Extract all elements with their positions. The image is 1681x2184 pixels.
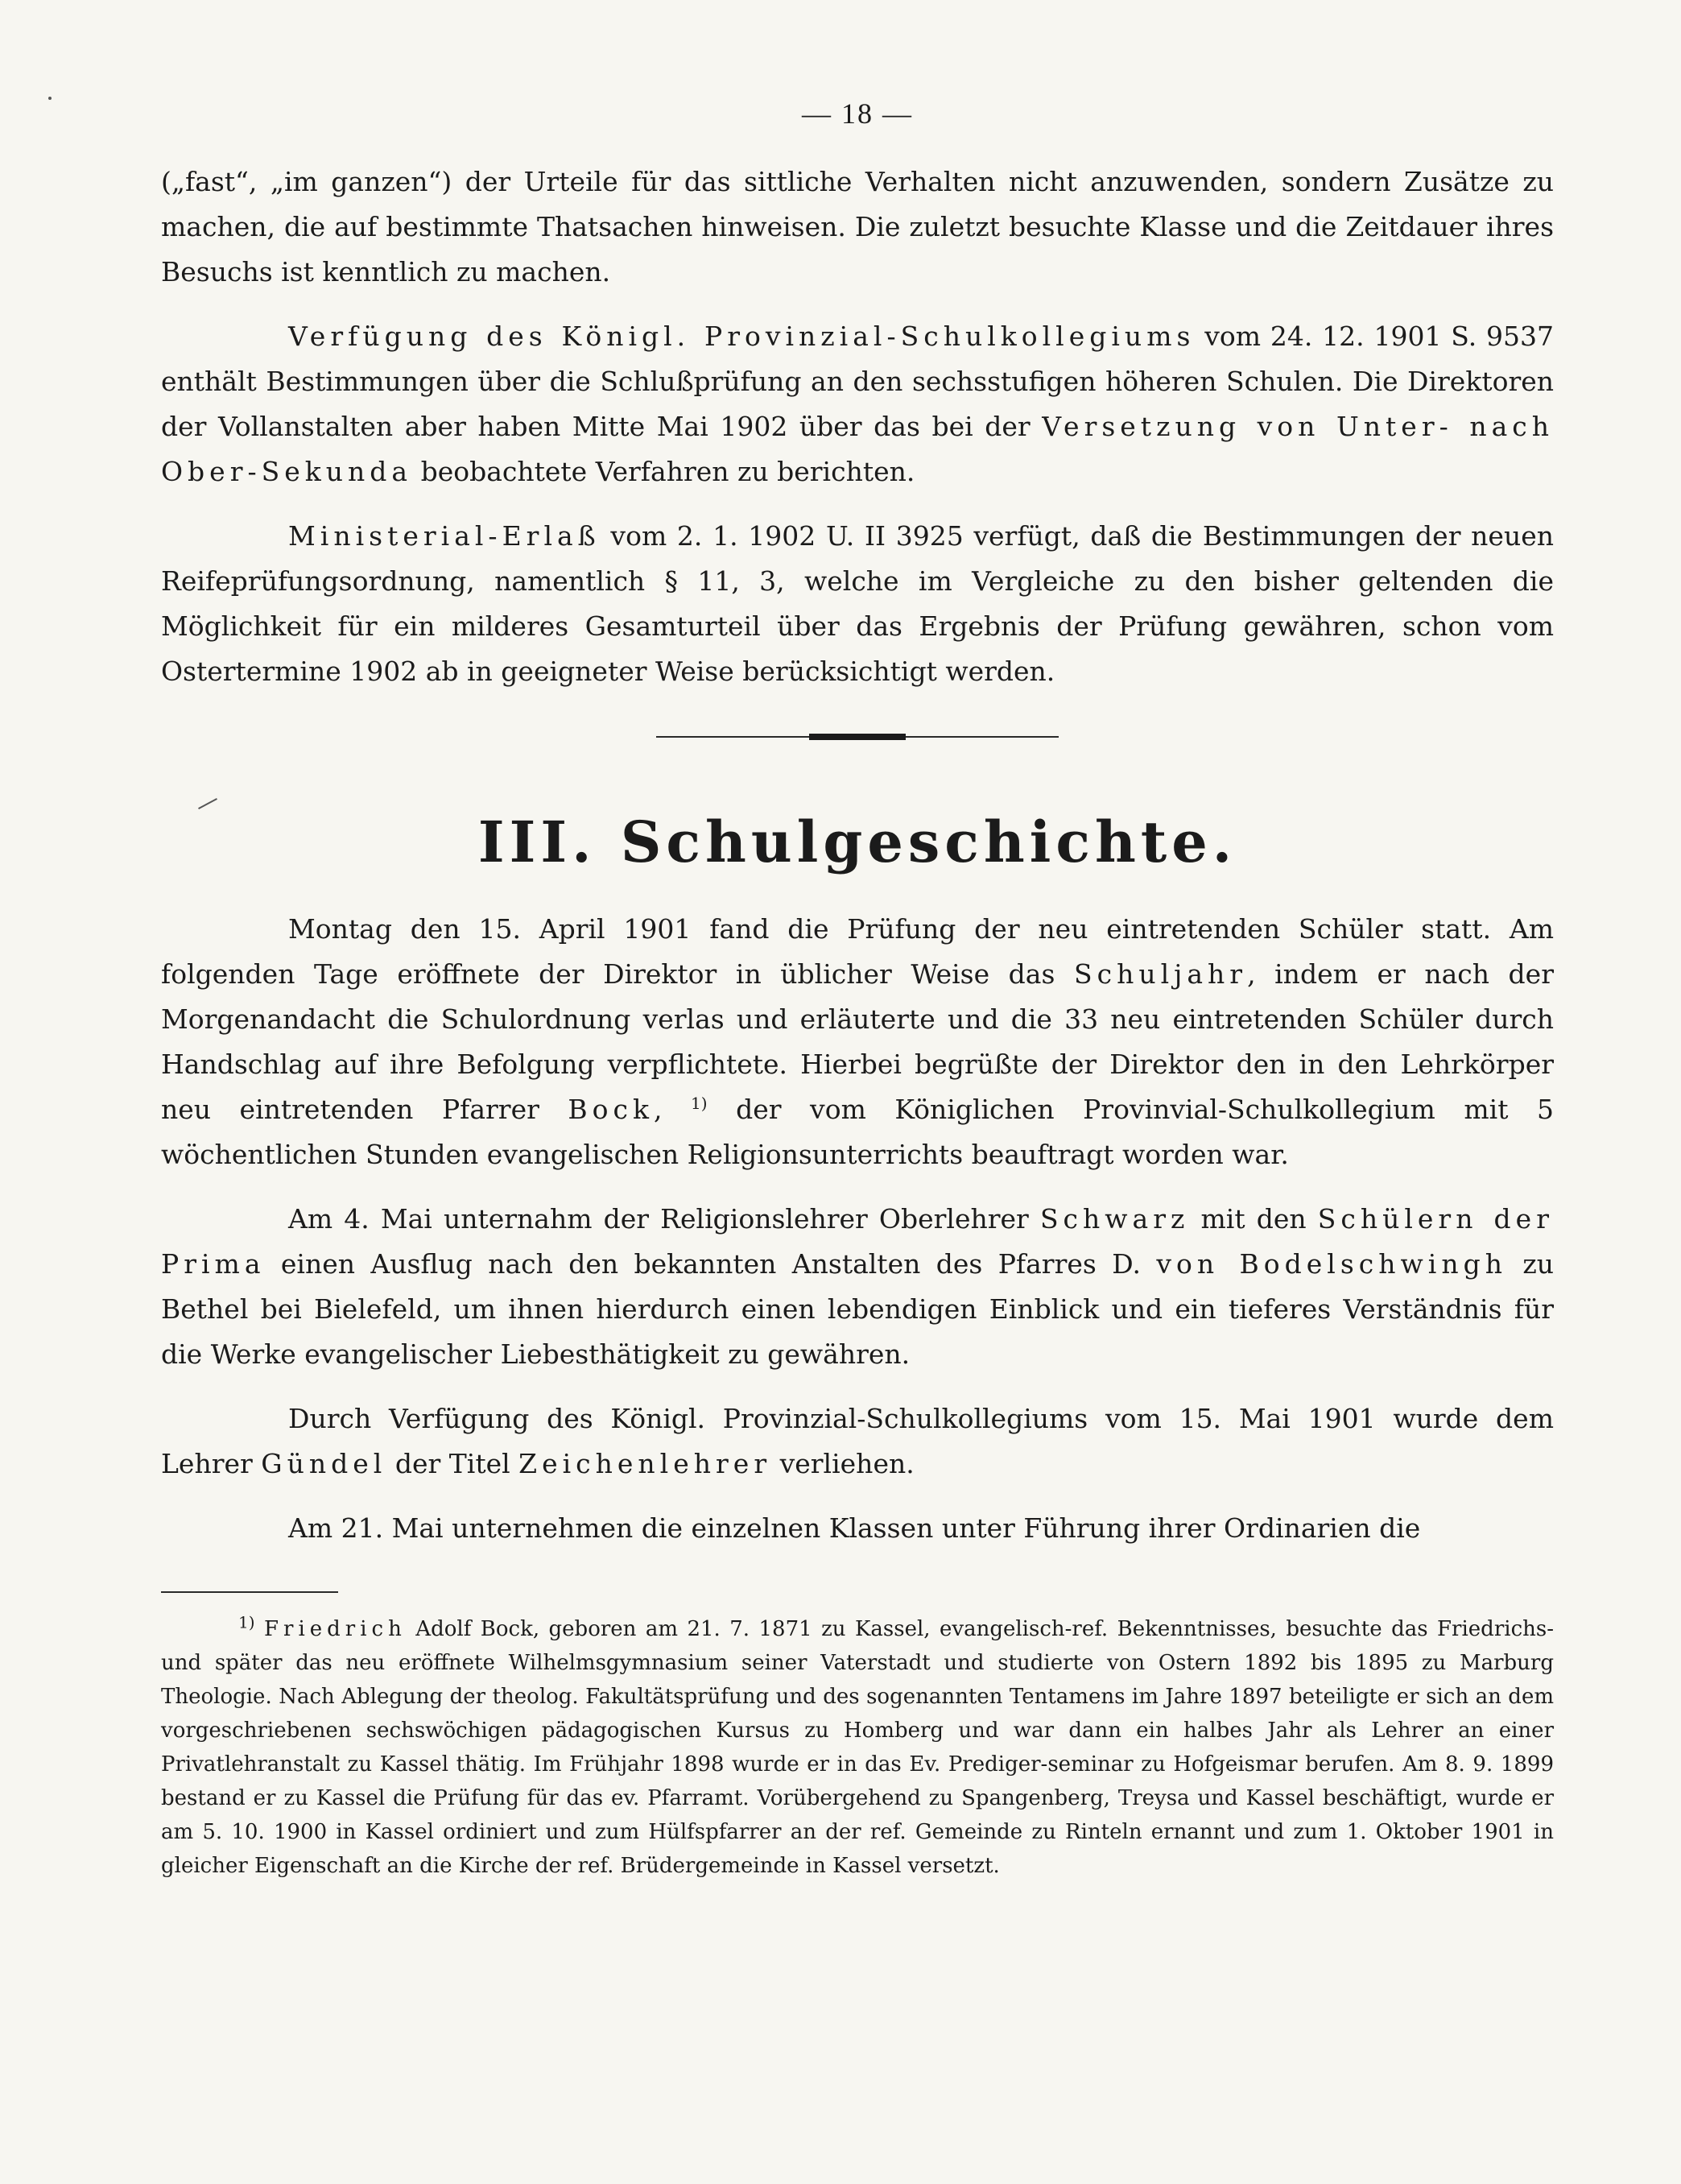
section-title: III. Schulgeschichte. — [477, 809, 1237, 875]
footnote-rule — [161, 1591, 338, 1593]
footnote-name: Friedrich — [263, 1617, 407, 1641]
paragraph-titel: Durch Verfügung des Königl. Provinzial-Schulkollegiums vom 15. Mai 1901 wurde dem Lehrer Gündel der Titel Zeichenlehrer verliehen. — [161, 1403, 1554, 1479]
footnote-ref: 1) — [691, 1094, 708, 1113]
footnote: $^{1)}$ Friedrich Adolf Bock, geboren am 21. 7. 1871 zu Kassel, evangelisch-ref. Bekenntnisses, besuchte das Friedrichs- und später das neu eröffnete Wilhelmsgymnasium seiner Vaterstadt und studierte von Ostern 1892 bis 1895 zu Marburg Theologie. Nach Ablegung der theolog. Fakultätsprüfung und des sogenannten Tentamens im Jahre 1897 beteiligte er sich an dem vorgeschriebenen sechswöchigen pädagogischen Kursus zu Homberg und war dann ein halbes Jahr als Lehrer an einer Privatlehranstalt zu Kassel thätig. Im Frühjahr 1898 wurde er in das Ev. Prediger-seminar zu Hofgeismar berufen. Am 8. 9. 1899 bestand er zu Kassel die Prüfung für das ev. Pfarramt. Vorübergehend zu Spangenberg, Treysa und Kassel beschäftigt, wurde er am 5. 10. 1900 in Kassel ordiniert und zum Hülfspfarrer an der ref. Gemeinde zu Rinteln ernannt und zum 1. Oktober 1901 in gleicher Eigenschaft an die Kirche der ref. Brüdergemeinde in Kassel versetzt. — [161, 1612, 1555, 1878]
paragraph-grades: („fast“, „im ganzen“) der Urteile für das sittliche Verhalten nicht anzuwenden, sondern Zusätze zu machen, die auf bestimmte Thatsachen hinweisen. Die zuletzt besuchte Klasse und die Zeitdauer ihres Besuchs ist kenntlich zu machen. — [161, 166, 1554, 287]
page-number: — 18 — — [802, 97, 913, 130]
scan-speck — [48, 97, 52, 100]
paragraph-erlass: Ministerial-Erlaß vom 2. 1. 1902 U. II 3925 verfügt, daß die Bestimmungen der neuen Reifeprüfungsordnung, namentlich § 11, 3, welche im Vergleiche zu den bisher geltenden die Möglichkeit für ein milderes Gesamturteil über das Ergebnis der Prüfung gewähren, schon vom Ostertermine 1902 ab in geeigneter Weise berücksichtigt werden. — [161, 520, 1554, 687]
section-divider — [656, 722, 1059, 754]
document-page — [161, 97, 1554, 2126]
paragraph-mai: Am 21. Mai unternehmen die einzelnen Klassen unter Führung ihrer Ordinarien die — [288, 1512, 1421, 1544]
footnote-marker: 1) — [238, 1612, 255, 1632]
paragraph-verfuegung: Verfügung des Königl. Provinzial-Schulkollegiums vom 24. 12. 1901 S. 9537 enthält Bestimmungen über die Schlußprüfung an den sechsstufigen höheren Schulen. Die Direktoren der Vollanstalten aber haben Mitte Mai 1902 über das bei der Versetzung von Unter- nach Ober-Sekunda beobachtete Verfahren zu berichten. — [161, 321, 1554, 487]
paragraph-ausflug: Am 4. Mai unternahm der Religionslehrer Oberlehrer Schwarz mit den Schülern der Prima einen Ausflug nach den bekannten Anstalten des Pfarres D. von Bodelschwingh zu Bethel bei Bielefeld, um ihnen hierdurch einen lebendigen Einblick und ein tieferes Verständnis für die Werke evangelischer Liebesthätigkeit zu gewähren. — [161, 1203, 1554, 1370]
spaced-versetzung: Versetzung von Unter- nach Ober-Sekunda — [161, 411, 1554, 487]
paragraph-april: Montag den 15. April 1901 fand die Prüfung der neu eintretenden Schüler statt. Am folgenden Tage eröffnete der Direktor in üblicher Weise das Schuljahr, indem er nach der Morgenandacht die Schulordnung verlas und erläuterte und die 33 neu eintretenden Schüler durch Handschlag auf ihre Befolgung verpflichtete. Hierbei begrüßte der Direktor den in den Lehrkörper neu eintretenden Pfarrer Bock, $^{1)}$ der vom Königlichen Provinvial-Schulkollegium mit 5 wöchentlichen Stunden evangelischen Religionsunterrichts beauftragt worden war. — [161, 913, 1555, 1170]
lead-verfuegung: Verfügung des Königl. Provinzial-Schulkollegiums — [288, 321, 1196, 352]
lead-erlass: Ministerial-Erlaß — [288, 520, 601, 552]
divider-bar — [809, 734, 906, 740]
